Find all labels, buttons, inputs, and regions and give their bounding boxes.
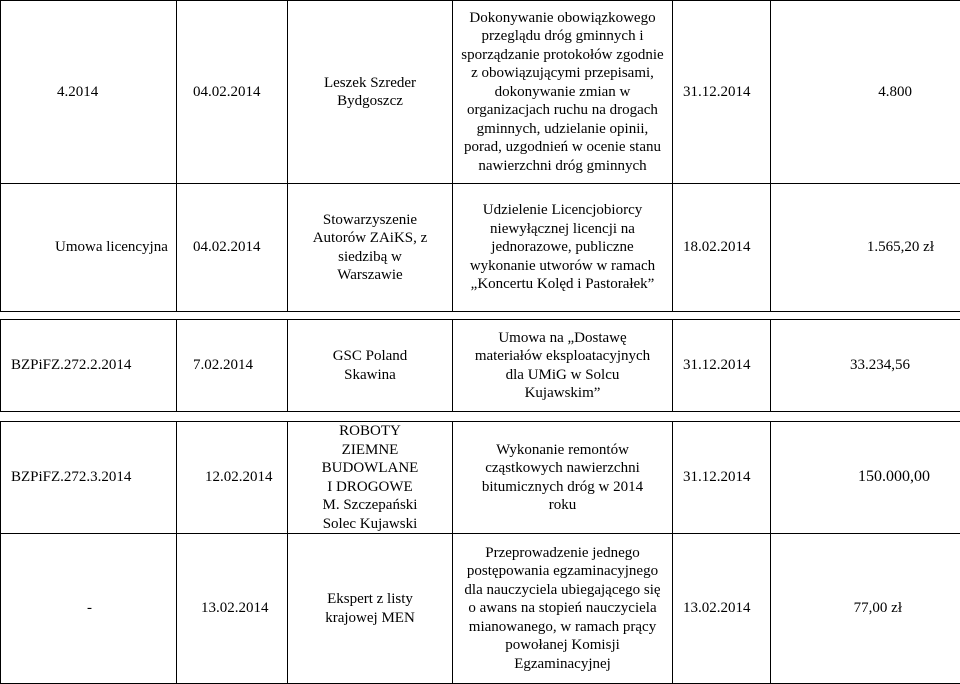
contract-date: 7.02.2014 [177,320,288,412]
table-row [1,534,960,684]
table-row [1,1,960,184]
contract-subject: Udzielenie Licencjobiorcy niewyłącznej licencji na jednorazowe, publiczne wykonanie utworów w ramach „Koncertu Kolęd i Pastorałek” [453,184,673,312]
contract-date: 12.02.2014 [177,422,288,534]
contractor: Ekspert z listy krajowej MEN [288,534,453,684]
contract-number: Umowa licencyjna [1,184,177,312]
contract-date: 13.02.2014 [177,534,288,684]
contractor: GSC Poland Skawina [288,320,453,412]
contract-number: BZPiFZ.272.2.2014 [1,320,177,412]
contract-end-date: 13.02.2014 [673,534,771,684]
contract-amount: 33.234,56 [771,320,960,412]
table-row [1,422,960,534]
contract-number: 4.2014 [1,1,177,184]
contract-end-date: 31.12.2014 [673,1,771,184]
contract-amount: 150.000,00 [771,422,960,534]
contract-subject: Umowa na „Dostawę materiałów eksploatacyjnych dla UMiG w Solcu Kujawskim” [453,320,673,412]
contractor: ROBOTY ZIEMNE BUDOWLANE I DROGOWE M. Szczepański Solec Kujawski [288,422,453,534]
contract-amount: 77,00 zł [771,534,960,684]
table-row [1,320,960,412]
contract-subject: Przeprowadzenie jednego postępowania egzaminacyjnego dla nauczyciela ubiegającego się o awans na stopień nauczyciela mianowanego, w ramach prący powołanej Komisji Egzaminacyjnej [453,534,673,684]
contract-amount: 4.800 [771,1,960,184]
contractor-name: Leszek Szreder Bydgoszcz [288,74,452,111]
contractor: Stowarzyszenie Autorów ZAiKS, z siedzibą w Warszawie [288,184,453,312]
contract-date: 04.02.2014 [177,1,288,184]
contractor [288,1,453,184]
contract-subject: Wykonanie remontów cząstkowych nawierzchni bitumicznych dróg w 2014 roku [453,422,673,534]
table-row [1,184,960,312]
contract-end-date: 18.02.2014 [673,184,771,312]
contract-end-date: 31.12.2014 [673,422,771,534]
contract-date: 04.02.2014 [177,184,288,312]
contract-amount: 1.565,20 zł [771,184,960,312]
contract-end-date: 31.12.2014 [673,320,771,412]
contract-number: - [1,534,177,684]
contract-subject: Dokonywanie obowiązkowego przeglądu dróg gminnych i sporządzanie protokołów zgodnie z obowiązującymi przepisami, dokonywanie zmian w organizacjach ruchu na drogach gminnych, udzielanie opinii, porad, uzgodnień w ocenie stanu nawierzchni dróg gminnych [453,1,673,184]
contract-number: BZPiFZ.272.3.2014 [1,422,177,534]
